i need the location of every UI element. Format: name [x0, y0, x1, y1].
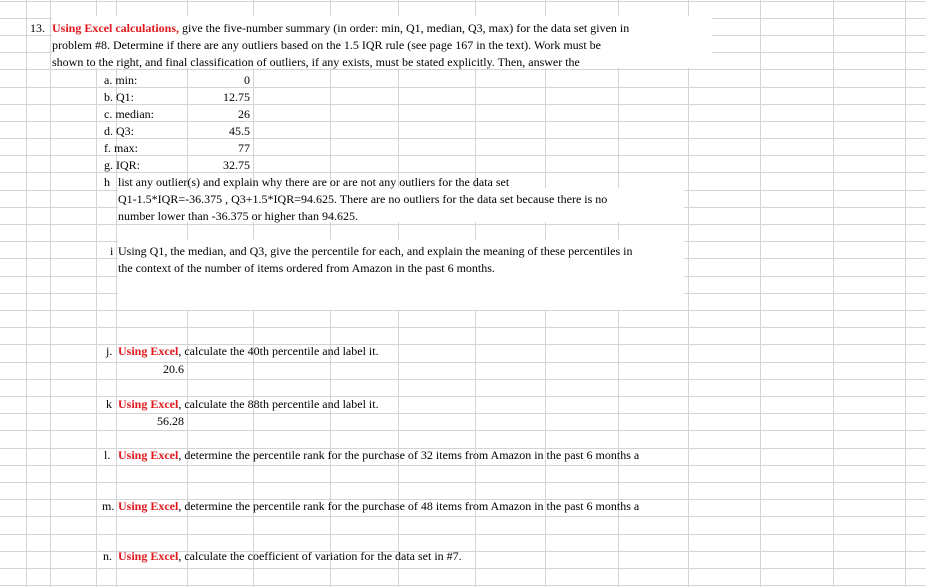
question-i-line-1[interactable]: Using Q1, the median, and Q3, give the percentile for each, and explain the meaning of these percentiles in	[118, 244, 633, 258]
label-m[interactable]: m.	[102, 499, 115, 513]
question-13-line-1[interactable]	[52, 20, 629, 36]
question-k-text: , calculate the 88th percentile and label it.	[178, 397, 379, 411]
using-excel-highlight: Using Excel calculations,	[52, 21, 180, 35]
answer-h-line-1[interactable]: Q1-1.5*IQR=-36.375 , Q3+1.5*IQR=94.625. There are no outliers for the data set because there is no	[118, 192, 608, 206]
question-number[interactable]: 13.	[30, 21, 45, 35]
question-j[interactable]	[118, 343, 379, 359]
value-iqr[interactable]: 32.75	[223, 158, 250, 172]
answer-h-line-2[interactable]: number lower than -36.375 or higher than 94.625.	[118, 209, 358, 223]
value-q3[interactable]: 45.5	[229, 124, 250, 138]
question-13-line-2[interactable]: problem #8. Determine if there are any outliers based on the 1.5 IQR rule (see page 167 in the text). Work must be	[52, 38, 601, 52]
using-excel-highlight: Using Excel	[118, 499, 179, 513]
label-i[interactable]: i	[110, 244, 114, 258]
label-q1[interactable]: b. Q1:	[104, 90, 134, 104]
using-excel-highlight: Using Excel	[118, 344, 179, 358]
value-40th-percentile[interactable]: 20.6	[163, 362, 184, 376]
question-k[interactable]	[118, 396, 379, 412]
value-88th-percentile[interactable]: 56.28	[157, 414, 184, 428]
question-j-text: , calculate the 40th percentile and label it.	[178, 344, 379, 358]
using-excel-highlight: Using Excel	[118, 448, 179, 462]
label-median[interactable]: c. median:	[104, 107, 154, 121]
question-h-text[interactable]: list any outlier(s) and explain why there are or are not any outliers for the data set	[118, 175, 510, 189]
label-iqr[interactable]: g. IQR:	[104, 158, 140, 172]
value-min[interactable]: 0	[244, 73, 250, 87]
using-excel-highlight: Using Excel	[118, 397, 179, 411]
label-j[interactable]: j.	[106, 344, 113, 358]
label-min[interactable]: a. min:	[104, 73, 138, 87]
label-max[interactable]: f. max:	[104, 141, 138, 155]
question-13-line-3[interactable]: shown to the right, and final classification of outliers, if any exists, must be stated explicitly. Then, answer the	[52, 55, 580, 69]
question-l-text: , determine the percentile rank for the purchase of 32 items from Amazon in the past 6 months a	[178, 448, 640, 462]
label-q3[interactable]: d. Q3:	[104, 124, 134, 138]
question-13-text: give the five-number summary (in order: min, Q1, median, Q3, max) for the data set given in	[179, 21, 630, 35]
question-m-text: , determine the percentile rank for the purchase of 48 items from Amazon in the past 6 months a	[178, 499, 640, 513]
label-l[interactable]: l.	[104, 448, 111, 462]
value-max[interactable]: 77	[238, 141, 250, 155]
question-n[interactable]	[118, 548, 462, 564]
label-n[interactable]: n.	[103, 549, 112, 563]
question-m[interactable]	[118, 498, 639, 514]
label-h[interactable]: h	[104, 175, 110, 189]
question-n-text: , calculate the coefficient of variation for the data set in #7.	[178, 549, 462, 563]
value-q1[interactable]: 12.75	[223, 90, 250, 104]
value-median[interactable]: 26	[238, 107, 250, 121]
label-k[interactable]: k	[106, 397, 112, 411]
question-i-line-2[interactable]: the context of the number of items ordered from Amazon in the past 6 months.	[118, 261, 495, 275]
using-excel-highlight: Using Excel	[118, 549, 179, 563]
question-l[interactable]	[118, 447, 639, 463]
